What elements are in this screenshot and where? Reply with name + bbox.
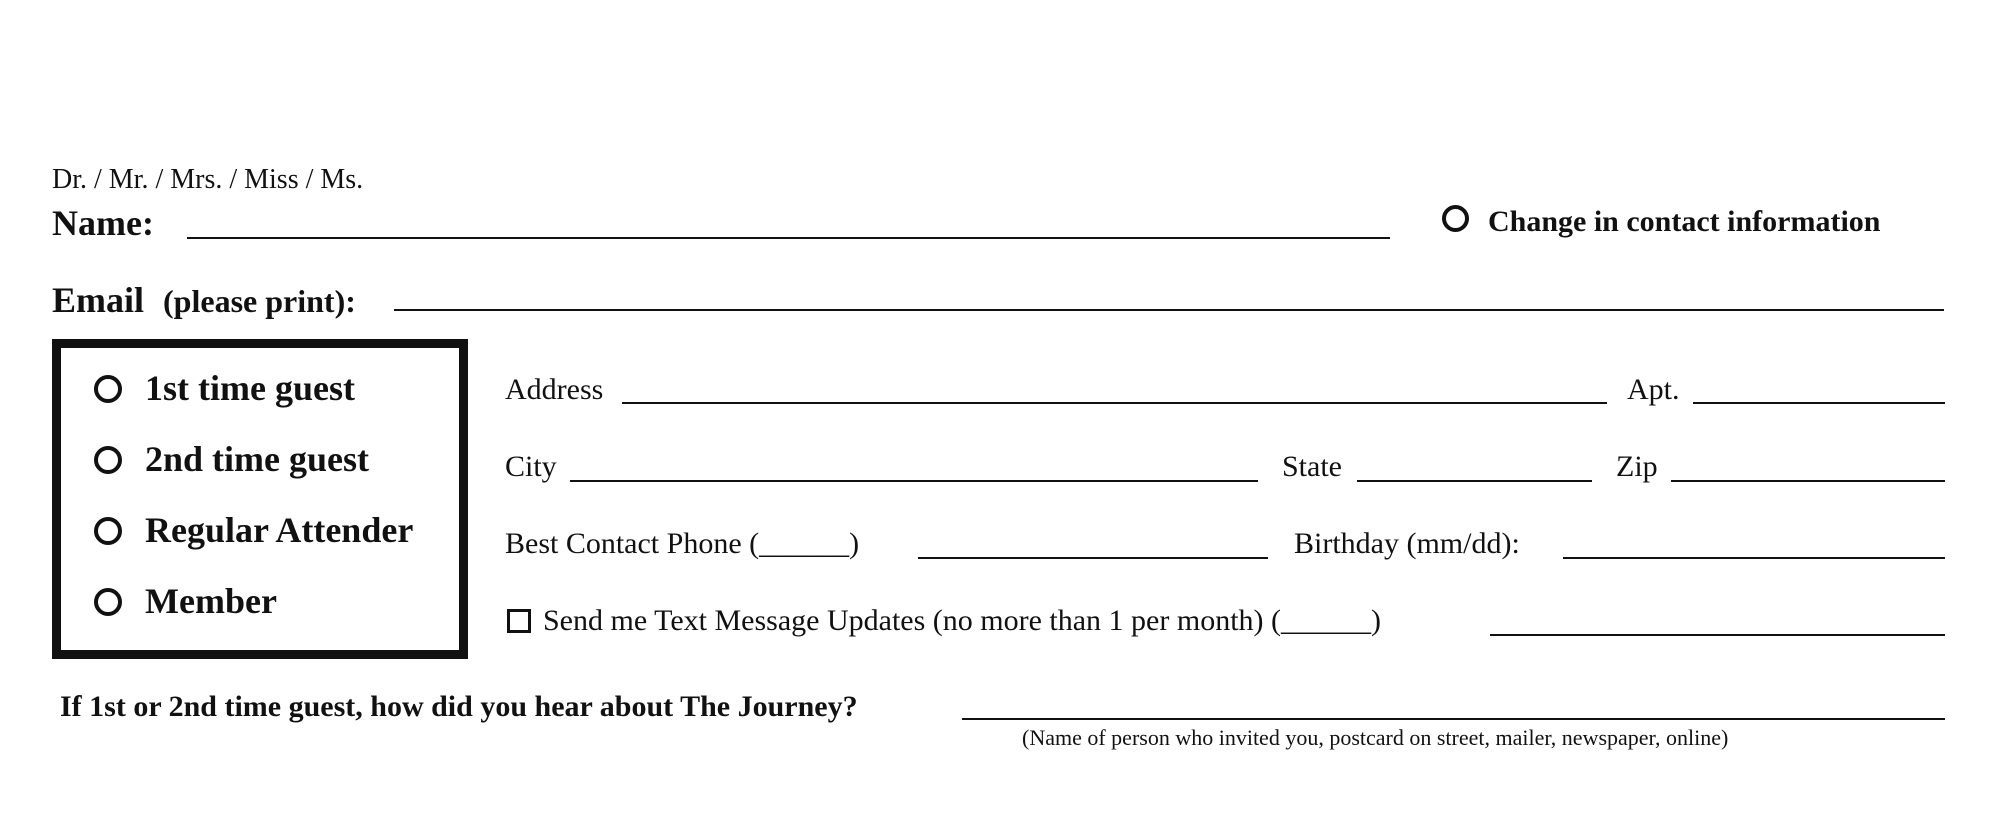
- text-updates-checkbox-icon[interactable]: [507, 609, 531, 633]
- apt-field[interactable]: [1693, 402, 1945, 404]
- referral-question: If 1st or 2nd time guest, how did you hear about The Journey?: [60, 690, 858, 723]
- second-time-guest-label: 2nd time guest: [145, 439, 369, 479]
- city-field[interactable]: [570, 480, 1258, 482]
- state-label: State: [1282, 450, 1342, 483]
- regular-attender-label: Regular Attender: [145, 510, 414, 550]
- regular-attender-radio-icon[interactable]: [94, 517, 122, 545]
- member-label: Member: [145, 581, 277, 621]
- text-updates-phone-field[interactable]: [1490, 634, 1945, 636]
- email-label-note: (please print):: [163, 283, 356, 319]
- first-time-guest-radio-icon[interactable]: [94, 375, 122, 403]
- address-field[interactable]: [622, 402, 1607, 404]
- referral-hint: (Name of person who invited you, postcard on street, mailer, newspaper, online): [1022, 725, 1729, 750]
- referral-field[interactable]: [962, 718, 1945, 720]
- email-label: [52, 282, 356, 318]
- apt-label: Apt.: [1627, 373, 1680, 406]
- zip-field[interactable]: [1671, 480, 1945, 482]
- name-label: Name:: [52, 203, 154, 243]
- change-contact-label: Change in contact information: [1488, 205, 1881, 238]
- email-field[interactable]: [394, 309, 1944, 311]
- change-contact-radio-icon[interactable]: [1442, 205, 1469, 232]
- birthday-label: Birthday (mm/dd):: [1294, 527, 1520, 560]
- city-label: City: [505, 450, 557, 483]
- name-field[interactable]: [187, 237, 1390, 239]
- second-time-guest-radio-icon[interactable]: [94, 446, 122, 474]
- birthday-field[interactable]: [1563, 557, 1945, 559]
- zip-label: Zip: [1616, 450, 1658, 483]
- phone-field[interactable]: [918, 557, 1268, 559]
- state-field[interactable]: [1357, 480, 1592, 482]
- title-options-label: Dr. / Mr. / Mrs. / Miss / Ms.: [52, 164, 364, 195]
- email-label-main: Email: [52, 280, 145, 320]
- text-updates-label: Send me Text Message Updates (no more than 1 per month) (______): [543, 604, 1381, 637]
- first-time-guest-label: 1st time guest: [145, 368, 355, 408]
- phone-label: Best Contact Phone (______): [505, 527, 860, 560]
- address-label: Address: [505, 373, 604, 406]
- member-radio-icon[interactable]: [94, 588, 122, 616]
